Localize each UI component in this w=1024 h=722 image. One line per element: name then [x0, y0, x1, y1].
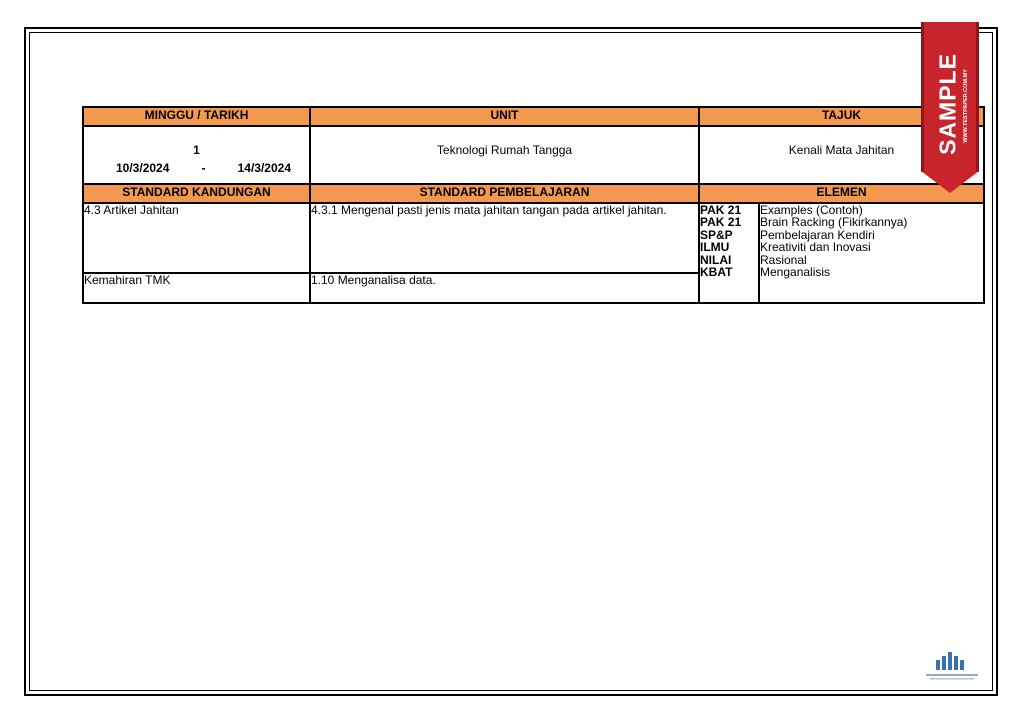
element-desc: Menganalisis	[760, 265, 831, 280]
element-desc: Examples (Contoh)	[760, 203, 863, 217]
week-end-date: 14/3/2024	[237, 161, 291, 175]
week-dash: -	[201, 161, 206, 175]
sample-ribbon-url: WWW.TESTPAPER.COM.MY	[963, 69, 969, 143]
header-element: ELEMEN	[699, 184, 984, 203]
content-standard-2: Kemahiran TMK	[83, 273, 310, 303]
element-codes	[699, 203, 759, 303]
element-code: SP&P	[700, 227, 733, 242]
element-code: PAK 21	[700, 203, 742, 217]
content-standard-1: 4.3 Artikel Jahitan	[83, 203, 310, 273]
header-learning-standard: STANDARD PEMBELAJARAN	[310, 184, 699, 203]
header-content-standard: STANDARD KANDUNGAN	[83, 184, 310, 203]
publisher-logo-icon	[922, 648, 982, 682]
learning-standard-1: 4.3.1 Mengenal pasti jenis mata jahitan tangan pada artikel jahitan.	[310, 203, 699, 273]
element-code: ILMU	[700, 240, 730, 255]
week-start-date: 10/3/2024	[116, 161, 170, 175]
header-unit: UNIT	[310, 107, 699, 126]
element-code: KBAT	[700, 265, 733, 280]
element-code: PAK 21	[700, 215, 742, 230]
element-desc: Pembelajaran Kendiri	[760, 227, 875, 242]
element-desc: Brain Racking (Fikirkannya)	[760, 215, 908, 230]
element-desc: Kreativiti dan Inovasi	[760, 240, 871, 255]
sample-ribbon-text: SAMPLE	[934, 53, 961, 155]
element-code: NILAI	[700, 252, 732, 267]
sample-ribbon-tail	[921, 171, 979, 193]
unit-value: Teknologi Rumah Tangga	[436, 143, 573, 157]
element-descriptions	[759, 203, 984, 303]
week-number: 1	[193, 143, 200, 157]
header-week: MINGGU / TARIKH	[83, 107, 310, 126]
unit-cell	[310, 126, 699, 184]
learning-standard-2: 1.10 Menganalisa data.	[310, 273, 699, 303]
topic-value: Kenali Mata Jahitan	[788, 143, 895, 157]
element-desc: Rasional	[760, 252, 807, 267]
header-topic: TAJUK	[699, 107, 984, 126]
lesson-plan-table	[82, 106, 985, 304]
week-cell	[83, 126, 310, 184]
